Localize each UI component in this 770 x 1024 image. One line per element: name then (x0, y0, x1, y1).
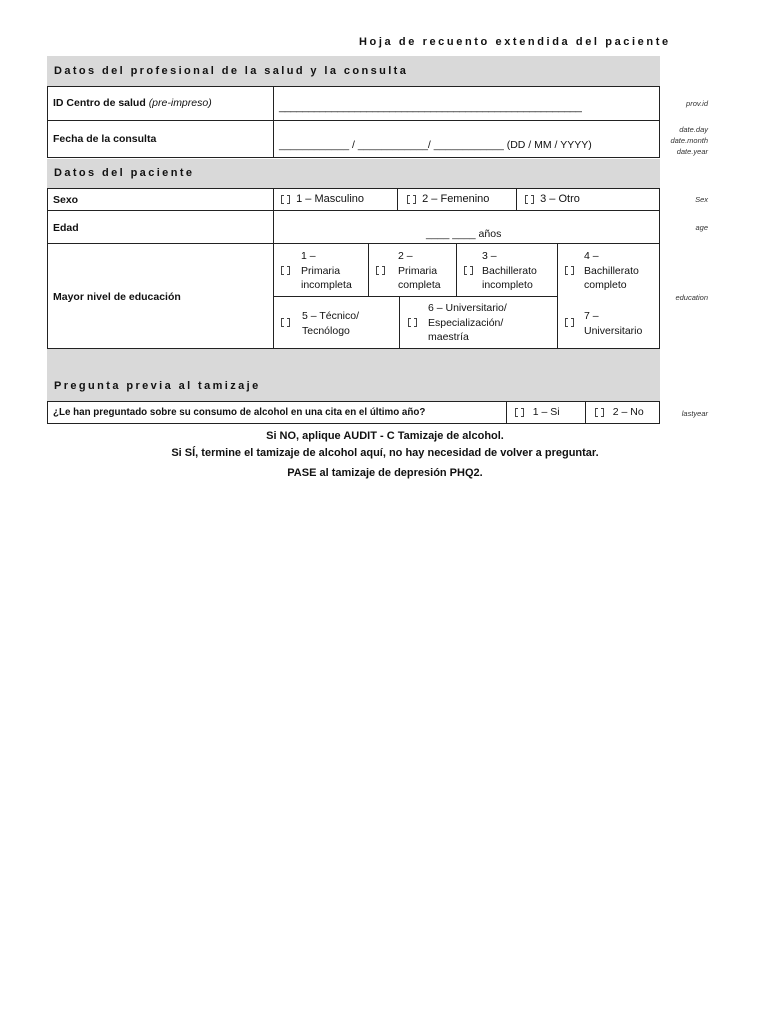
lastyear-option-no[interactable]: 2 – No (595, 406, 644, 418)
consult-date-label: Fecha de la consulta (53, 133, 157, 145)
section-header-prescreen (47, 349, 660, 401)
checkbox-icon[interactable] (281, 318, 290, 327)
section-header-patient (47, 159, 660, 188)
consult-date-field[interactable]: ____________ / ____________/ ____________ (DD / MM / YYYY) (279, 139, 592, 151)
checkbox-icon[interactable] (565, 318, 574, 327)
var-lastyear: lastyear (681, 409, 708, 418)
section-title: Datos del profesional de la salud y la consulta (54, 65, 409, 77)
education-option-7[interactable]: 7 – Universitario (584, 310, 643, 337)
center-id-label: ID Centro de salud (pre-impreso) (53, 97, 212, 109)
age-label: Edad (53, 222, 79, 234)
education-option-3[interactable]: 3 – Bachillerato incompleto (482, 250, 537, 291)
section-title: Pregunta previa al tamizaje (54, 380, 261, 392)
sex-option-male[interactable]: 1 – Masculino (281, 193, 364, 205)
checkbox-icon[interactable] (407, 195, 416, 204)
section-title: Datos del paciente (54, 167, 195, 179)
var-date: date.day date.month date.year (670, 125, 708, 156)
checkbox-icon[interactable] (464, 266, 473, 275)
lastyear-question: ¿Le han preguntado sobre su consumo de alcohol en una cita en el último año? (53, 407, 426, 418)
education-option-5[interactable]: 5 – Técnico/ Tecnólogo (302, 310, 360, 337)
education-option-2[interactable]: 2 – Primaria completa (398, 250, 441, 291)
checkbox-icon[interactable] (565, 266, 574, 275)
checkbox-icon[interactable] (376, 266, 385, 275)
lastyear-option-yes[interactable]: 1 – Si (515, 406, 560, 418)
var-sex: Sex (695, 195, 708, 204)
checkbox-icon[interactable] (515, 408, 524, 417)
age-field[interactable]: ____ ____ años (426, 228, 502, 240)
education-option-1[interactable]: 1 – Primaria incompleta (301, 250, 352, 291)
checkbox-icon[interactable] (281, 195, 290, 204)
sex-option-other[interactable]: 3 – Otro (525, 193, 580, 205)
checkbox-icon[interactable] (408, 318, 417, 327)
checkbox-icon[interactable] (595, 408, 604, 417)
instruction-yes: Si SÍ, termine el tamizaje de alcohol aquí, no hay necesidad de volver a preguntar. (171, 447, 599, 459)
education-option-4[interactable]: 4 – Bachillerato completo (584, 250, 639, 291)
sex-label: Sexo (53, 194, 79, 206)
checkbox-icon[interactable] (281, 266, 290, 275)
var-age: age (695, 223, 708, 232)
sex-option-female[interactable]: 2 – Femenino (407, 193, 489, 205)
checkbox-icon[interactable] (525, 195, 534, 204)
var-prov-id: prov.id (686, 99, 708, 108)
document-title: Hoja de recuento extendida del paciente (359, 36, 671, 48)
var-education: education (675, 293, 708, 302)
instruction-next: PASE al tamizaje de depresión PHQ2. (287, 467, 483, 479)
education-label: Mayor nivel de educación (53, 291, 181, 303)
instruction-no: Si NO, aplique AUDIT - C Tamizaje de alcohol. (266, 430, 504, 442)
education-option-6[interactable]: 6 – Universitario/ Especialización/ maestría (428, 302, 507, 343)
center-id-field[interactable]: ____________________________________________________ (279, 101, 582, 113)
section-header-professional (47, 56, 660, 86)
